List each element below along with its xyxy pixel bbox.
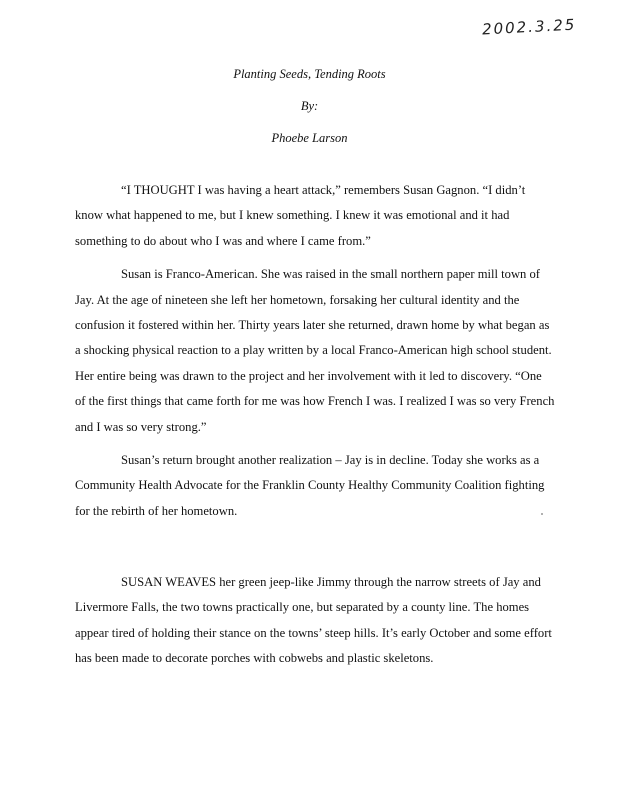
scan-speck <box>541 513 543 515</box>
byline-label: By: <box>300 99 319 113</box>
author-name: Phoebe Larson <box>271 131 348 145</box>
handwritten-date: 2002.3.25 <box>481 15 577 39</box>
paragraph: SUSAN WEAVES her green jeep-like Jimmy through the narrow streets of Jay and Livermore Falls, the two towns practically one, but separated by a county line. The homes appear tired of holding their stance on the towns’ steep hills. It’s early October and some effort has been made to decorate porches with cobwebs and plastic skeletons. <box>75 575 552 666</box>
paragraph: Susan is Franco-American. She was raised in the small northern paper mill town of Jay. At the age of nineteen she left her hometown, forsaking her cultural identity and the confusion it fostered within her. Thirty years later she returned, drawn home by what began as a shocking physical reaction to a play written by a local Franco-American high school student. Her entire being was drawn to the project and her involvement with it led to discovery. “One of the first things that came forth for me was how French I was. I realized I was so very French and I was so very strong.” <box>75 267 555 434</box>
article-body-section-1 <box>75 178 555 524</box>
paragraph: “I THOUGHT I was having a heart attack,” remembers Susan Gagnon. “I didn’t know what happened to me, but I knew something. I knew it was emotional and it had something to do about who I was and where I came from.” <box>75 183 526 248</box>
article-body-section-2 <box>75 570 555 672</box>
article-title: Planting Seeds, Tending Roots <box>233 67 386 81</box>
paragraph: Susan’s return brought another realization – Jay is in decline. Today she works as a Community Health Advocate for the Franklin County Healthy Community Coalition fighting for the rebirth of her hometown. <box>75 453 545 518</box>
